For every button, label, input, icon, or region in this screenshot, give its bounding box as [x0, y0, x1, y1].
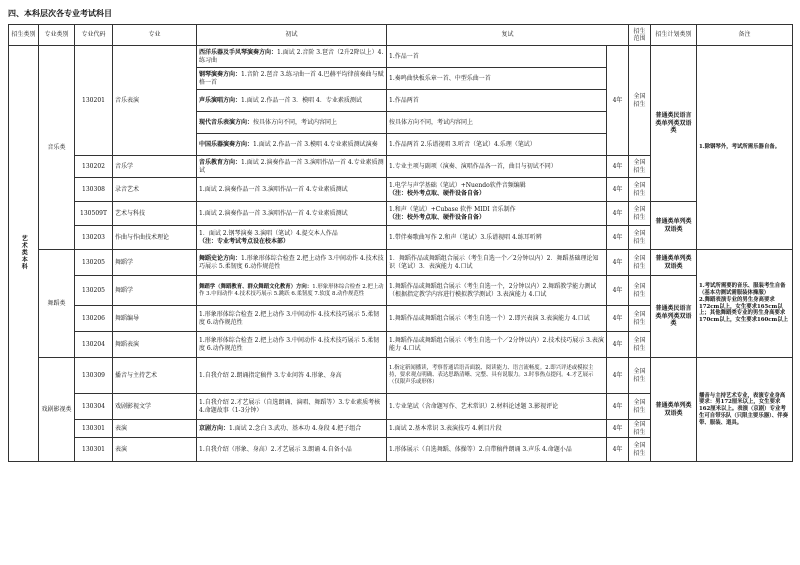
scope-cell: 全国招生: [629, 226, 651, 250]
major-cell: 表演: [113, 438, 197, 462]
duration-cell: 4年: [607, 226, 629, 250]
table-row: [9, 46, 793, 68]
scope-cell: 全国招生: [629, 202, 651, 226]
retest-cell: 1.电学与声学基础（笔试）+Nuendo软件音频编辑 （注：校外考点取、硬件设备自备）: [387, 178, 607, 202]
major-cell: 舞蹈表演: [113, 332, 197, 358]
initial-cell: 1.面试 2.演奏作品一首 3.演唱作品一首 4.专业素质测试: [197, 178, 387, 202]
header-initial: 初试: [197, 25, 387, 46]
code-cell: 130205: [75, 276, 113, 306]
duration-cell: 4年: [607, 358, 629, 394]
table-row: [9, 202, 793, 226]
duration-cell: 4年: [607, 420, 629, 438]
major-cell: 舞蹈学: [113, 276, 197, 306]
retest-cell: 1.奏鸣曲快板乐章一首、中型乐曲一首: [387, 68, 607, 90]
scope-cell: 全国招生: [629, 46, 651, 156]
duration-cell: 4年: [607, 394, 629, 420]
plan-type-cell: 普通类民语言类单列类双语类: [651, 276, 697, 358]
code-cell: 130204: [75, 332, 113, 358]
exam-subjects-table: [8, 24, 793, 462]
code-cell: 130201: [75, 46, 113, 156]
retest-cell: 1.作品两首 2.乐谱视唱 3.听音（笔试）4.乐理（笔试）: [387, 134, 607, 156]
scope-cell: 全国招生: [629, 438, 651, 462]
plan-type-cell: 普通类单列类双语类: [651, 250, 697, 276]
remark-cell: 1.除钢琴外，考试所需乐器自备。: [697, 46, 793, 250]
initial-cell: 现代音乐表演方向：按具体方向不同，考试内容同上: [197, 112, 387, 134]
header-retest: 复试: [387, 25, 629, 46]
retest-cell: 1.专业主项与副项（演奏、演唱作品各一首，曲目与初试不同）: [387, 156, 607, 178]
code-cell: 130301: [75, 438, 113, 462]
retest-cell: 1.舞蹈作品或舞蹈组合展示（考生自选一个／2分钟以内）2.技术技巧展示 3.表演能力 4.口试: [387, 332, 607, 358]
major-class-music: 音乐类: [39, 46, 75, 250]
retest-cell: 1.形体展示（自选舞蹈、体操等）2.自带稿件朗诵 3.声乐 4.命题小品: [387, 438, 607, 462]
code-cell: 130509T: [75, 202, 113, 226]
retest-cell: 1．舞蹈作品或舞蹈组合展示（考生自选一个／2分钟以内）2．舞蹈基础理论知识（笔试）3．表演能力 4.口试: [387, 250, 607, 276]
initial-cell: 舞蹈学（舞蹈教育、群众舞蹈文化教育）方向：1.形象形体综合检查 2.把上动作 3.中间动作 4.技术技巧展示 5.跳跃 6.柔韧度 7.软度 8.动作规范性: [197, 276, 387, 306]
retest-cell: 按具体方向不同，考试内容同上: [387, 112, 607, 134]
initial-cell: 西洋乐器及手风琴演奏方向：1.面试 2.音阶 3.琶音（2升2降以上）4.练习曲: [197, 46, 387, 68]
duration-cell: 4年: [607, 202, 629, 226]
duration-cell: 4年: [607, 276, 629, 306]
duration-cell: 4年: [607, 178, 629, 202]
section-title: 四、本科层次各专业考试科目: [8, 8, 112, 18]
retest-cell: 1.舞蹈作品或舞蹈组合展示（考生自选一个）2.即兴表演 3.表演能力 4.口试: [387, 306, 607, 332]
initial-cell: 中国乐器演奏方向：1.面试 2.作品一首 3.模唱 4.专业素质测试演奏: [197, 134, 387, 156]
retest-cell: 1.和声（笔试）+Cubase 软件 MIDI 音乐制作 （注：校外考点取、硬件设备自备）: [387, 202, 607, 226]
header-enroll-type: 招生类别: [9, 25, 39, 46]
code-cell: 130301: [75, 420, 113, 438]
header-major: 专业: [113, 25, 197, 46]
code-cell: 130203: [75, 226, 113, 250]
major-cell: 音乐学: [113, 156, 197, 178]
header-major-class: 专业类别: [39, 25, 75, 46]
header-plan-type: 招生计划类别: [651, 25, 697, 46]
table-row: [9, 358, 793, 394]
initial-cell: 1.自我介绍（形象、身高）2.才艺展示 3.朗诵 4.自备小品: [197, 438, 387, 462]
enroll-type-cell: 艺术类本科: [9, 46, 39, 462]
plan-type-cell: 普通类民语言类单列类双语类: [651, 46, 697, 202]
major-cell: 播音与主持艺术: [113, 358, 197, 394]
table-row: [9, 250, 793, 276]
scope-cell: 全国招生: [629, 358, 651, 394]
scope-cell: 全国招生: [629, 394, 651, 420]
major-cell: 录音艺术: [113, 178, 197, 202]
initial-cell: 1.自我介绍 2.才艺展示（自选朗诵、演唱、舞蹈等）3.专业素质考核 4.命题故事（1-3分钟）: [197, 394, 387, 420]
initial-cell: 京剧方向：1.面试 2.念白 3.武功、基本功 4.身段 4.把子组合: [197, 420, 387, 438]
retest-cell: 1.作品两首: [387, 90, 607, 112]
remark-cell: 1.考试所需要的音乐、服装考生自备（基本功测试需服装体操服） 2.舞蹈表演专业的男生身高要求172cm以上，女生要求165cm以上；其他舞蹈类专业的男生身高要求170cm以上，女生要求160cm以上: [697, 250, 793, 358]
code-cell: 130202: [75, 156, 113, 178]
major-class-drama: 戏剧影视类: [39, 358, 75, 462]
scope-cell: 全国招生: [629, 156, 651, 178]
code-cell: 130309: [75, 358, 113, 394]
major-cell: 舞蹈编导: [113, 306, 197, 332]
scope-cell: 全国招生: [629, 250, 651, 276]
initial-cell: 1.面试 2.演奏作品一首 3.演唱作品一首 4.专业素质测试: [197, 202, 387, 226]
major-cell: 表演: [113, 420, 197, 438]
plan-type-cell: 普通类单列类双语类: [651, 358, 697, 462]
code-cell: 130206: [75, 306, 113, 332]
initial-cell: 1．面试 2.钢琴演奏 3.演唱（笔试）4.提交本人作品 （注：专业考试考点设在校本部）: [197, 226, 387, 250]
header-scope: 招生范围: [629, 25, 651, 46]
retest-cell: 1.指定新闻播读，考察普通话语音面貌、阅读能力、语言流畅度。2.即兴评述或模拟主持，要求观点明确、表达思路清晰、完整、具有说服力。3.时事热点提问。4.才艺展示（仅限声乐或形体）: [387, 358, 607, 394]
retest-cell: 1.舞蹈作品或舞蹈组合展示（考生自选一个，2分钟以内）2.舞蹈教学能力测试（根据指定教学内容进行模拟教学测试）3.表演能力 4.口试: [387, 276, 607, 306]
scope-cell: 全国招生: [629, 420, 651, 438]
header-row: [9, 25, 793, 46]
major-cell: 音乐表演: [113, 46, 197, 156]
header-remarks: 备注: [697, 25, 793, 46]
major-class-dance: 舞蹈类: [39, 250, 75, 358]
major-cell: 舞蹈学: [113, 250, 197, 276]
initial-cell: 钢琴演奏方向：1.音阶 2.琶音 3.练习曲一首 4.巴赫平均律前奏曲与赋格一首: [197, 68, 387, 90]
duration-cell: 4年: [607, 438, 629, 462]
table-row: [9, 276, 793, 306]
remark-cell: 播音与主持艺术专业，表演专业身高要求：男172厘米以上，女生要求162厘米以上。表演（京剧）专业考生可自带乐队（只限主要乐器）、伴奏带、服装、道具。: [697, 358, 793, 462]
initial-cell: 音乐教育方向：1.面试 2.演奏作品一首 3.演唱作品一首 4.专业素质测试: [197, 156, 387, 178]
retest-cell: 1.作品一首: [387, 46, 607, 68]
initial-cell: 1.自我介绍 2.朗诵指定稿件 3.专业问答 4.形象、身高: [197, 358, 387, 394]
code-cell: 130205: [75, 250, 113, 276]
duration-cell: 4年: [607, 250, 629, 276]
duration-cell: 4年: [607, 156, 629, 178]
plan-type-cell: 普通类单列类双语类: [651, 202, 697, 250]
initial-cell: 声乐演唱方向：1.面试 2.作品一首 3．模唱 4．专业素质测试: [197, 90, 387, 112]
duration-cell: 4年: [607, 332, 629, 358]
retest-cell: 1.专业笔试（含命题写作、艺术常识）2.材料论述题 3.影视评论: [387, 394, 607, 420]
major-cell: 作曲与作曲技术理论: [113, 226, 197, 250]
initial-cell: 1.形象形体综合检查 2.把上动作 3.中间动作 4.技术技巧展示 5.柔韧度 6.动作规范性: [197, 332, 387, 358]
retest-cell: 1.面试 2.基本常识 3.表演技巧 4.刺目片段: [387, 420, 607, 438]
initial-cell: 1.形象形体综合检查 2.把上动作 3.中间动作 4.技术技巧展示 5.柔韧度 6.动作规范性: [197, 306, 387, 332]
retest-cell: 1.带伴奏歌曲写作 2.和声（笔试）3.乐谱视唱 4.练耳听辨: [387, 226, 607, 250]
major-cell: 艺术与科技: [113, 202, 197, 226]
scope-cell: 全国招生: [629, 178, 651, 202]
scope-cell: 全国招生: [629, 306, 651, 332]
major-cell: 戏剧影视文学: [113, 394, 197, 420]
duration-cell: 4年: [607, 306, 629, 332]
scope-cell: 全国招生: [629, 276, 651, 306]
code-cell: 130304: [75, 394, 113, 420]
duration-cell: 4年: [607, 46, 629, 156]
scope-cell: 全国招生: [629, 332, 651, 358]
initial-cell: 舞蹈史论方向：1.形象形体综合检查 2.把上动作 3.中间动作 4.技术技巧展示 5.柔韧度 6.动作规范性: [197, 250, 387, 276]
header-code: 专业代码: [75, 25, 113, 46]
code-cell: 130308: [75, 178, 113, 202]
